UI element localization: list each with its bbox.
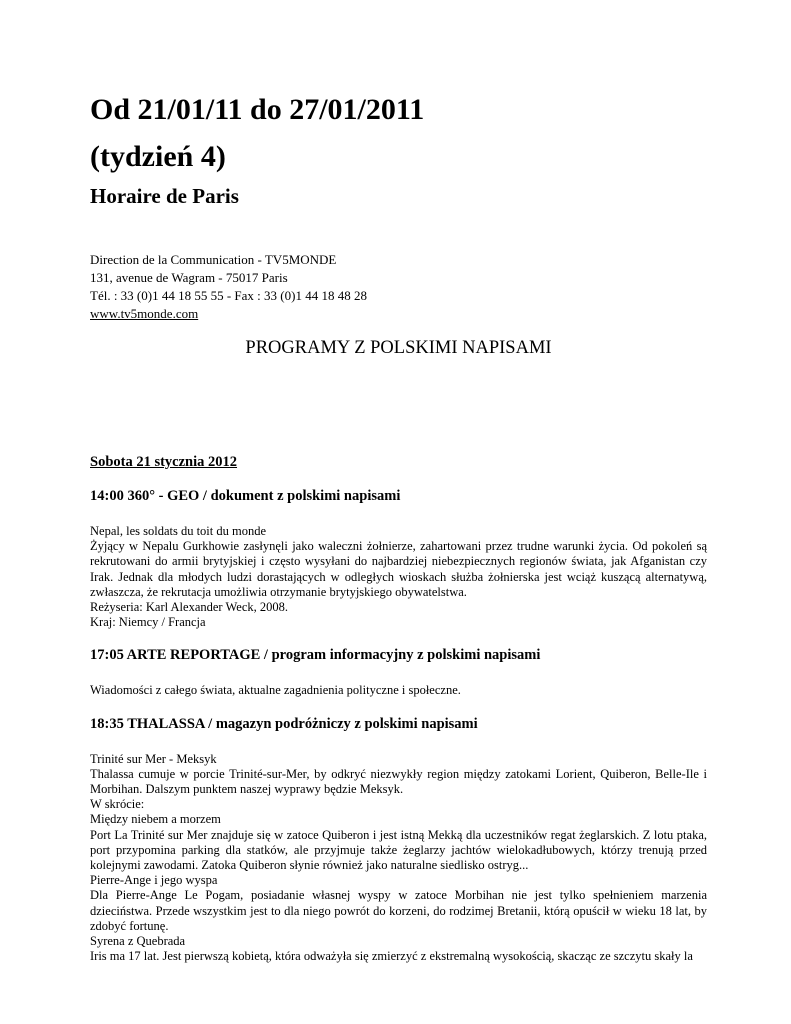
- program-entry-3: [90, 715, 707, 965]
- program-segment-synopsis: Iris ma 17 lat. Jest pierwszą kobietą, która odważyła się zmierzyć z ekstremalną wysokością, skacząc ze szczytu skały la: [90, 949, 693, 964]
- program-description: [90, 752, 707, 965]
- section-title: PROGRAMY Z POLSKIMI NAPISAMI: [245, 338, 552, 358]
- program-entry-1: [90, 487, 707, 630]
- program-heading: 14:00 360° - GEO / dokument z polskimi napisami: [90, 488, 401, 504]
- contact-phone-fax: Tél. : 33 (0)1 44 18 55 55 - Fax : 33 (0)1 44 18 48 28: [90, 288, 367, 303]
- program-heading: 18:35 THALASSA / magazyn podróżniczy z polskimi napisami: [90, 715, 478, 732]
- program-description: [90, 524, 707, 630]
- program-heading: 17:05 ARTE REPORTAGE / program informacyjny z polskimi napisami: [90, 647, 541, 664]
- program-segment-synopsis: Port La Trinité sur Mer znajduje się w zatoce Quiberon i jest istną Mekką dla uczestników regat żeglarskich. Z lotu ptaka, port przypomina parking dla statków, ale przyjmuje także żeglarzy jachtów wielokadłubowych, którzy trenują przed kolejnymi zawodami. Zatoka Quiberon słynie również jako naturalne siedlisko ostryg...: [90, 827, 707, 873]
- program-synopsis: Wiadomości z całego świata, aktualne zagadnienia polityczne i społeczne.: [90, 683, 461, 698]
- program-country: Kraj: Niemcy / Francja: [90, 615, 206, 630]
- program-segment-title: Między niebem a morzem: [90, 812, 221, 827]
- program-entry-2: [90, 646, 707, 698]
- document-subtitle: Horaire de Paris: [90, 184, 239, 208]
- contact-block: [90, 251, 707, 323]
- website-row: [90, 305, 707, 323]
- program-segment-title: Pierre-Ange i jego wyspa: [90, 873, 218, 888]
- program-synopsis: Żyjący w Nepalu Gurkhowie zasłynęli jako waleczni żołnierze, zahartowani przez trudne warunki życia. Od pokoleń są rekrutowani do armii brytyjskiej i często wysyłani do najbardziej niebezpiecznych regionów świata, jak Afganistan czy Irak. Jednak dla młodych ludzi dorastających w odległych wioskach służba żołnierska jest wciąż kuszącą alternatywą, zwłaszcza, że rekrutacja umożliwia otrzymanie brytyjskiego obywatelstwa.: [90, 539, 707, 599]
- document-title: [90, 86, 707, 180]
- program-director: Reżyseria: Karl Alexander Weck, 2008.: [90, 600, 288, 615]
- contact-address: 131, avenue de Wagram - 75017 Paris: [90, 270, 288, 285]
- day-heading: Sobota 21 stycznia 2012: [90, 454, 238, 470]
- program-segment-synopsis: Dla Pierre-Ange Le Pogam, posiadanie własnej wyspy w zatoce Morbihan nie jest tylko spełnieniem marzenia dzieciństwa. Przede wszystkim jest to dla niego powrót do korzeni, do rodzimej Bretanii, którą opuścił w wieku 18 lat, by zdobyć fortunę.: [90, 888, 707, 933]
- program-section-label: W skrócie:: [90, 797, 145, 812]
- contact-organization: Direction de la Communication - TV5MONDE: [90, 252, 337, 267]
- program-synopsis: Thalassa cumuje w porcie Trinité-sur-Mer, by odkryć niezwykły region między zatokami Lorient, Quiberon, Belle-Ile i Morbihan. Dalszym punktem naszej wyprawy będzie Meksyk.: [90, 766, 707, 797]
- program-segment-title: Syrena z Quebrada: [90, 934, 186, 949]
- program-episode-title: Nepal, les soldats du toit du monde: [90, 524, 267, 538]
- website-link[interactable]: www.tv5monde.com: [90, 306, 199, 321]
- program-episode-title: Trinité sur Mer - Meksyk: [90, 751, 217, 766]
- document-title-line1: Od 21/01/11 do 27/01/2011: [90, 93, 425, 126]
- program-description: [90, 683, 707, 698]
- document-title-line2: (tydzień 4): [90, 140, 226, 173]
